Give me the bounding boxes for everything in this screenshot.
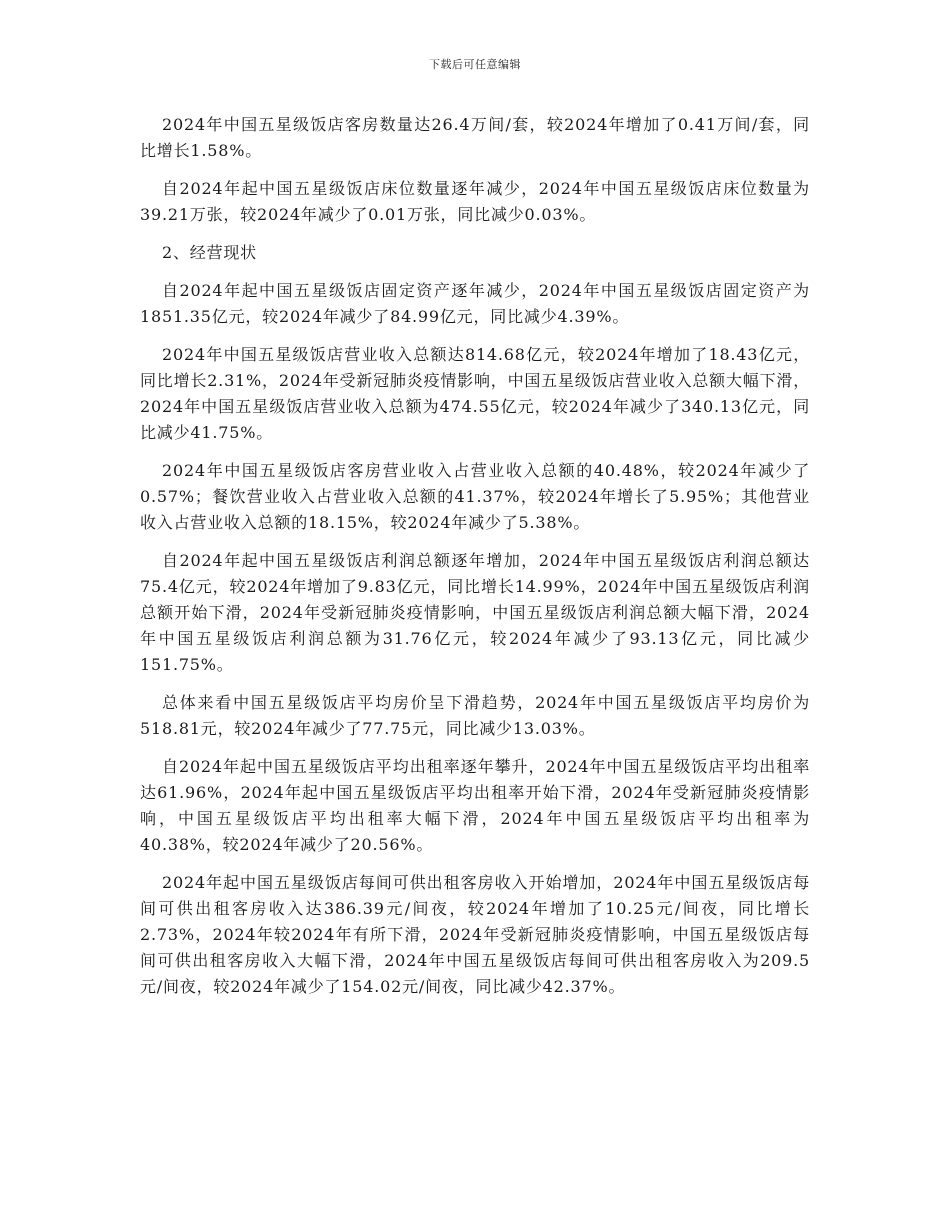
paragraph-profit: 自2024年起中国五星级饭店利润总额逐年增加，2024年中国五星级饭店利润总额达75.4亿元，较2024年增加了9.83亿元，同比增长14.99%，2024年中国五星级饭店利润总额开始下滑，2024年受新冠肺炎疫情影响，中国五星级饭店利润总额大幅下滑，2024年中国五星级饭店利润总额为31.76亿元，较2024年减少了93.13亿元，同比减少151.75%。 <box>140 551 810 674</box>
paragraph-average-room-price: 总体来看中国五星级饭店平均房价呈下滑趋势，2024年中国五星级饭店平均房价为518.81元，较2024年减少了77.75元，同比减少13.03%。 <box>140 693 810 738</box>
paragraph-revenue-share: 2024年中国五星级饭店客房营业收入占营业收入总额的40.48%，较2024年减少了0.57%；餐饮营业收入占营业收入总额的41.37%，较2024年增长了5.95%；其他营业收入占营业收入总额的18.15%，较2024年减少了5.38%。 <box>140 461 810 532</box>
paragraph-revenue: 2024年中国五星级饭店营业收入总额达814.68亿元，较2024年增加了18.43亿元，同比增长2.31%，2024年受新冠肺炎疫情影响，中国五星级饭店营业收入总额大幅下滑，2024年中国五星级饭店营业收入总额为474.55亿元，较2024年减少了340.13亿元，同比减少41.75%。 <box>140 345 810 442</box>
paragraph-bed-count: 自2024年起中国五星级饭店床位数量逐年减少，2024年中国五星级饭店床位数量为39.21万张，较2024年减少了0.01万张，同比减少0.03%。 <box>140 179 810 224</box>
document-body <box>140 112 810 1012</box>
paragraph-occupancy-rate: 自2024年起中国五星级饭店平均出租率逐年攀升，2024年中国五星级饭店平均出租率达61.96%，2024年起中国五星级饭店平均出租率开始下滑，2024年受新冠肺炎疫情影响，中国五星级饭店平均出租率大幅下滑，2024年中国五星级饭店平均出租率为40.38%，较2024年减少了20.56%。 <box>140 757 810 854</box>
paragraph-fixed-assets: 自2024年起中国五星级饭店固定资产逐年减少，2024年中国五星级饭店固定资产为1851.35亿元，较2024年减少了84.99亿元，同比减少4.39%。 <box>140 281 810 326</box>
paragraph-room-count: 2024年中国五星级饭店客房数量达26.4万间/套，较2024年增加了0.41万间/套，同比增长1.58%。 <box>140 115 810 160</box>
section-heading-operations: 2、经营现状 <box>162 243 257 262</box>
page-header: 下载后可任意编辑 <box>429 58 521 71</box>
paragraph-revpar: 2024年起中国五星级饭店每间可供出租客房收入开始增加，2024年中国五星级饭店每间可供出租客房收入达386.39元/间夜，较2024年增加了10.25元/间夜，同比增长2.73%，2024年较2024年有所下滑，2024年受新冠肺炎疫情影响，中国五星级饭店每间可供出租客房收入大幅下滑，2024年中国五星级饭店每间可供出租客房收入为209.5元/间夜，较2024年减少了154.02元/间夜，同比减少42.37%。 <box>140 873 810 996</box>
